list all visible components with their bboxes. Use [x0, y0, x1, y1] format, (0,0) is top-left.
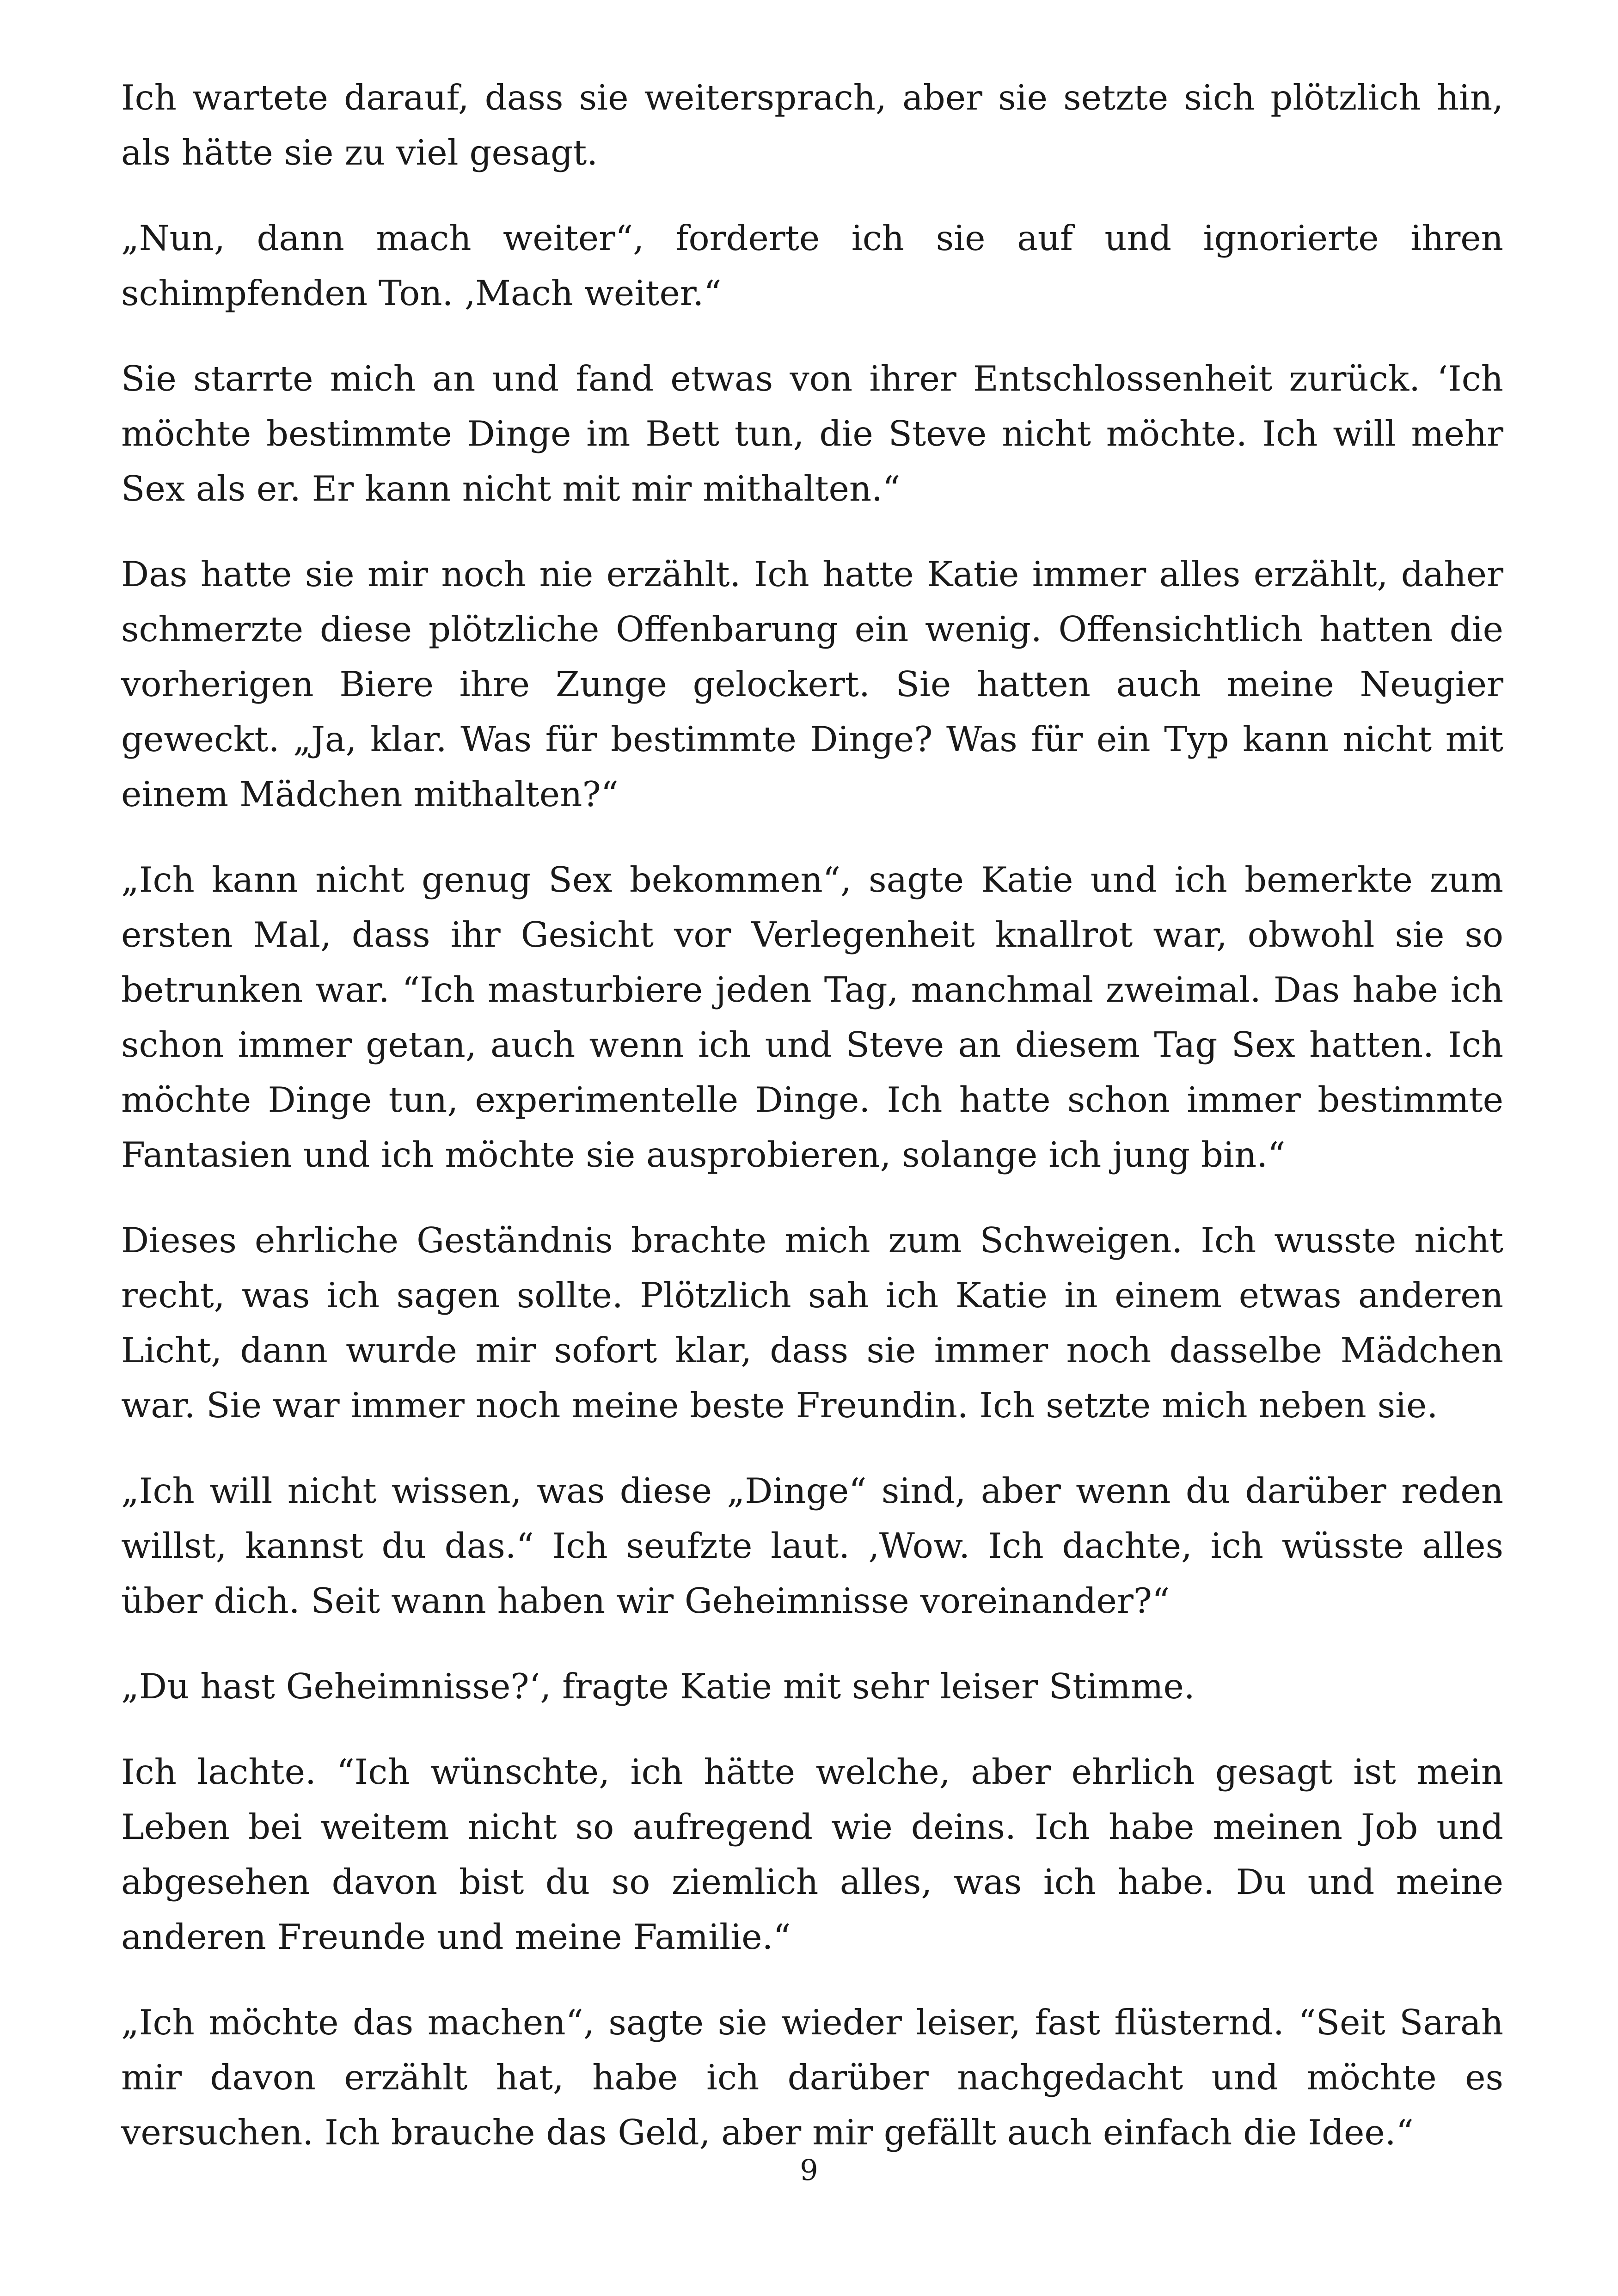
paragraph-8: „Du hast Geheimnisse?‘, fragte Katie mit sehr leiser Stimme. [121, 1666, 1195, 1707]
paragraph-4: Das hatte sie mir noch nie erzählt. Ich hatte Katie immer alles erzählt, daher schmerzte diese plötzliche Offenbarung ein wenig. Offensichtlich hatten die vorherigen Biere ihre Zunge gelockert. Sie hatten auch meine Neugier geweckt. „Ja, klar. Was für bestimmte Dinge? Was für ein Typ kann nicht mit einem Mädchen mithalten?“ [121, 554, 1503, 814]
paragraph-3: Sie starrte mich an und fand etwas von ihrer Entschlossenheit zurück. ‘Ich möchte bestimmte Dinge im Bett tun, die Steve nicht möchte. Ich will mehr Sex als er. Er kann nicht mit mir mithalten.“ [121, 358, 1503, 509]
page-body [121, 70, 1503, 2191]
paragraph-5: „Ich kann nicht genug Sex bekommen“, sagte Katie und ich bemerkte zum ersten Mal, dass ihr Gesicht vor Verlegenheit knallrot war, obwohl sie so betrunken war. “Ich masturbiere jeden Tag, manchmal zweimal. Das habe ich schon immer getan, auch wenn ich und Steve an diesem Tag Sex hatten. Ich möchte Dinge tun, experimentelle Dinge. Ich hatte schon immer bestimmte Fantasien und ich möchte sie ausprobieren, solange ich jung bin.“ [121, 859, 1503, 1175]
paragraph-9: Ich lachte. “Ich wünschte, ich hätte welche, aber ehrlich gesagt ist mein Leben bei weitem nicht so aufregend wie deins. Ich habe meinen Job und abgesehen davon bist du so ziemlich alles, was ich habe. Du und meine anderen Freunde und meine Familie.“ [121, 1751, 1503, 1957]
page-number: 9 [800, 2153, 818, 2187]
paragraph-10: „Ich möchte das machen“, sagte sie wieder leiser, fast flüsternd. “Seit Sarah mir davon erzählt hat, habe ich darüber nachgedacht und möchte es versuchen. Ich brauche das Geld, aber mir gefällt auch einfach die Idee.“ [121, 2002, 1503, 2153]
paragraph-1: Ich wartete darauf, dass sie weitersprach, aber sie setzte sich plötzlich hin, als hätte sie zu viel gesagt. [121, 77, 1503, 173]
paragraph-2: „Nun, dann mach weiter“, forderte ich sie auf und ignorierte ihren schimpfenden Ton. ‚Mach weiter.“ [121, 218, 1503, 313]
paragraph-6: Dieses ehrliche Geständnis brachte mich zum Schweigen. Ich wusste nicht recht, was ich sagen sollte. Plötzlich sah ich Katie in einem etwas anderen Licht, dann wurde mir sofort klar, dass sie immer noch dasselbe Mädchen war. Sie war immer noch meine beste Freundin. Ich setzte mich neben sie. [121, 1220, 1503, 1426]
paragraph-7: „Ich will nicht wissen, was diese „Dinge“ sind, aber wenn du darüber reden willst, kannst du das.“ Ich seufzte laut. ‚Wow. Ich dachte, ich wüsste alles über dich. Seit wann haben wir Geheimnisse voreinander?“ [121, 1470, 1503, 1621]
